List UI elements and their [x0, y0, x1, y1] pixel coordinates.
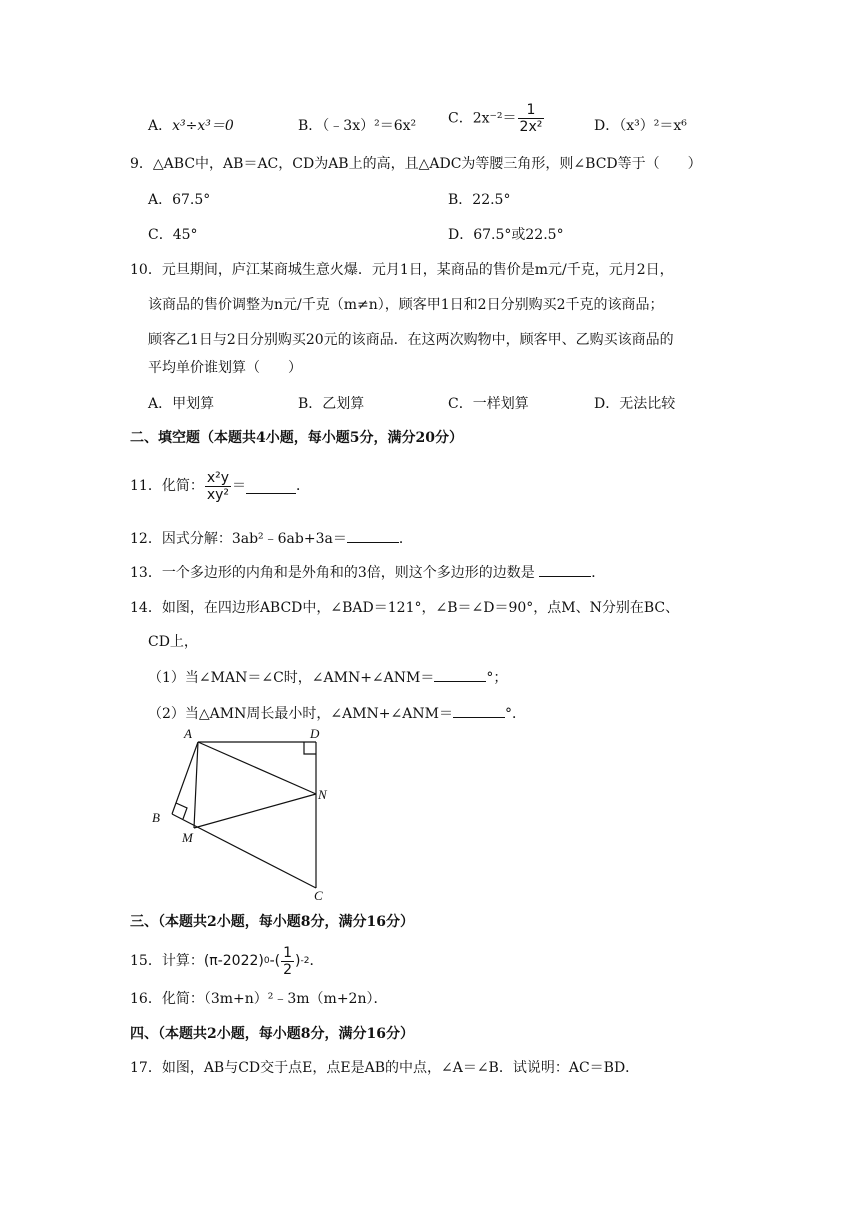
q8-c-fraction: $\frac{1}{\text{2x²}}$ [519, 102, 543, 135]
q14-sub-2-end: °． [504, 706, 526, 722]
q9-option-d: D．67.5°或22.5° [448, 227, 564, 243]
q9-option-b: B．22.5° [448, 192, 511, 208]
section-4-heading: 四、（本题共2小题，每小题8分，满分16分） [130, 1026, 414, 1042]
q13-end: ． [591, 565, 606, 581]
q14-sub-2 [148, 703, 526, 724]
label-a: A [184, 726, 192, 741]
q15-expression: (π-2022) 0 -( $\frac{1}{2}$ ) -2 [203, 944, 310, 978]
q12-prefix: 12．因式分解：3ab²﹣6ab+3a＝ [130, 531, 347, 547]
q14-sub-2-blank[interactable] [453, 703, 505, 718]
q12 [130, 528, 413, 549]
section-2-heading: 二、填空题（本题共4小题，每小题5分，满分20分） [130, 430, 463, 446]
q11-fraction: $\frac{\text{x²y}}{\text{xy²}}$ [206, 469, 230, 503]
q10-option-a: A．甲划算 [148, 396, 215, 412]
q14-sub-1-prefix: （1）当∠MAN＝∠C时，∠AMN+∠ANM＝ [148, 670, 435, 686]
q11 [130, 466, 310, 506]
q9-stem: 9．△ABC中，AB＝AC，CD为AB上的高，且△ADC为等腰三角形，则∠BCD等于（ ） [130, 156, 702, 172]
q14-line-1: 14．如图，在四边形ABCD中，∠BAD＝121°，∠B＝∠D＝90°，点M、N分别在BC、 [130, 600, 680, 616]
q14-sub-1-end: °； [486, 670, 508, 686]
q10-line-1: 10．元旦期间，庐江某商城生意火爆．元月1日，某商品的售价是m元/千克，元月2日， [130, 262, 674, 278]
label-b: B [152, 810, 160, 825]
q13-prefix: 13．一个多边形的内角和是外角和的3倍，则这个多边形的边数是 [130, 565, 535, 581]
q15 [130, 944, 324, 978]
label-c: C [314, 888, 323, 902]
q9-option-c: C．45° [148, 227, 198, 243]
q8-option-b: B．（﹣3x）²＝6x² [298, 118, 417, 134]
q11-prefix: 11．化简： [130, 478, 204, 494]
label-n: N [318, 787, 327, 802]
right-angle-d [304, 742, 316, 754]
q12-answer-blank[interactable] [347, 528, 399, 543]
q8-option-d: D．（x³）²＝x⁶ [594, 118, 687, 134]
q13-answer-blank[interactable] [539, 562, 591, 577]
q15-prefix: 15．计算： [130, 953, 204, 969]
segment-am [194, 742, 198, 828]
q14-sub-1-blank[interactable] [434, 667, 486, 682]
q11-end: ． [296, 478, 311, 494]
q8-option-c: C．2x⁻²＝ $\frac{1}{\text{2x²}}$ [448, 102, 543, 135]
q12-end: ． [398, 531, 413, 547]
q15-end: ． [309, 953, 324, 969]
segment-ab [172, 742, 198, 814]
q10-line-2: 该商品的售价调整为n元/千克（m≠n），顾客甲1日和2日分别购买2千克的该商品； [148, 297, 664, 313]
q11-answer-blank[interactable] [246, 479, 296, 494]
segment-mn [194, 794, 316, 828]
q13 [130, 562, 605, 583]
quadrilateral-figure [140, 722, 360, 902]
q10-option-d: D．无法比较 [594, 396, 676, 412]
q10-line-4: 平均单价谁划算（ ） [148, 360, 302, 376]
q14-sub-1 [148, 667, 507, 688]
q10-option-b: B．乙划算 [298, 396, 365, 412]
segment-an [198, 742, 316, 794]
label-d: D [310, 726, 320, 741]
label-m: M [182, 830, 193, 845]
q14-line-2: CD上， [148, 634, 198, 650]
q11-equals: ＝ [232, 478, 247, 494]
q8-option-a: A．x³÷x³＝0 [148, 118, 234, 134]
q10-option-c: C．一样划算 [448, 396, 529, 412]
q10-line-3: 顾客乙1日与2日分别购买20元的该商品．在这两次购物中，顾客甲、乙购买该商品的 [148, 332, 674, 348]
q9-option-a: A．67.5° [148, 192, 211, 208]
q16: 16．化简：（3m+n）²﹣3m（m+2n）． [130, 991, 388, 1007]
q17: 17．如图，AB与CD交于点E，点E是AB的中点，∠A＝∠B．试说明：AC＝BD． [130, 1060, 640, 1076]
q14-sub-2-prefix: （2）当△AMN周长最小时，∠AMN+∠ANM＝ [148, 706, 453, 722]
section-3-heading: 三、（本题共2小题，每小题8分，满分16分） [130, 914, 414, 930]
